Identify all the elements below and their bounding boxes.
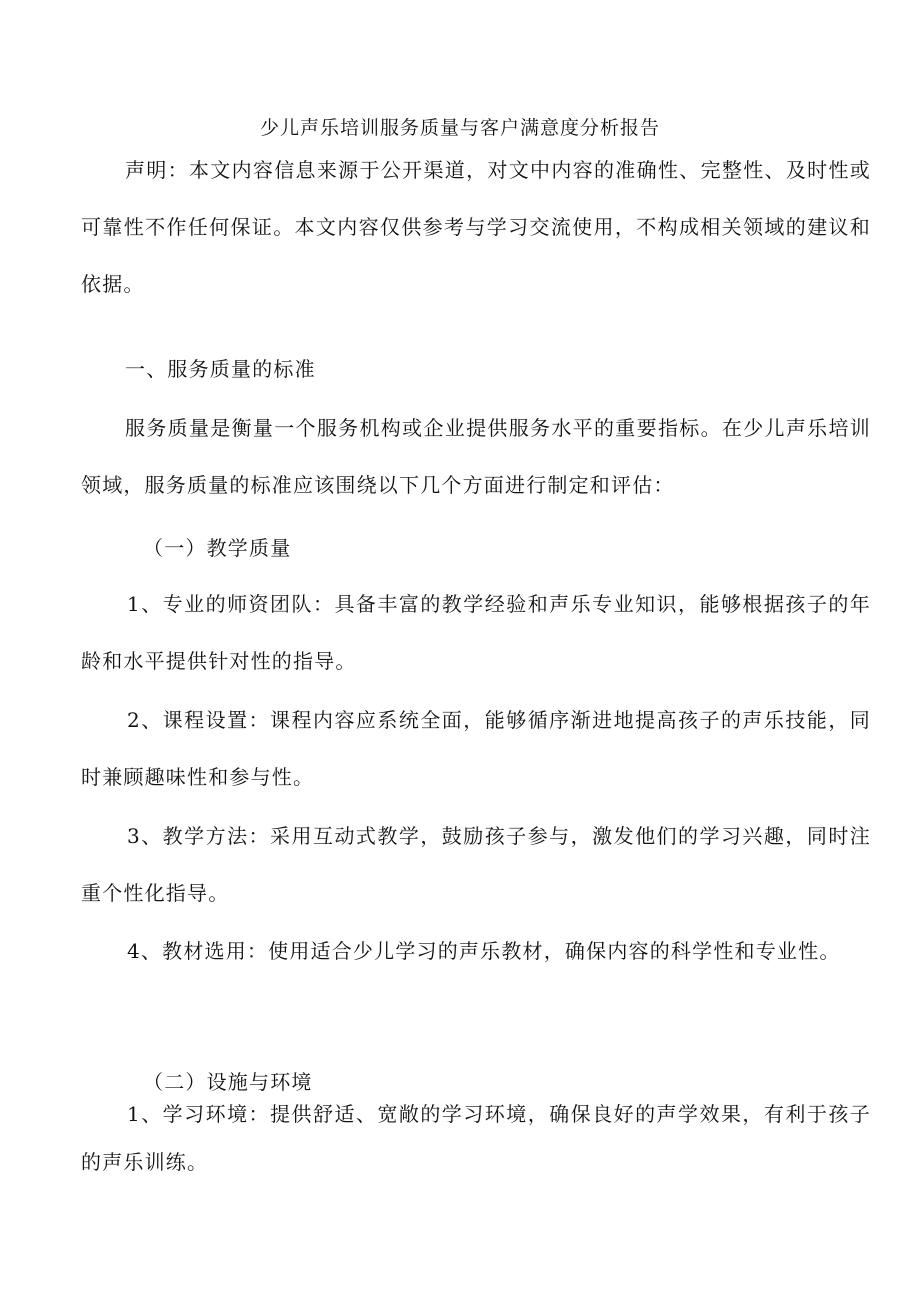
list-item: 1、专业的师资团队：具备丰富的教学经验和声乐专业知识，能够根据孩子的年龄和水平提供针对性的指导。 [81, 592, 871, 673]
list-item: 3、教学方法：采用互动式教学，鼓励孩子参与，激发他们的学习兴趣，同时注重个性化指导。 [81, 824, 871, 905]
section-intro-paragraph: 服务质量是衡量一个服务机构或企业提供服务水平的重要指标。在少儿声乐培训领域，服务质量的标准应该围绕以下几个方面进行制定和评估： [81, 416, 871, 497]
subsection-heading-facilities: （二）设施与环境 [143, 1070, 313, 1094]
list-item: 4、教材选用：使用适合少儿学习的声乐教材，确保内容的科学性和专业性。 [127, 939, 841, 963]
section-heading: 一、服务质量的标准 [125, 357, 316, 381]
disclaimer-paragraph: 声明：本文内容信息来源于公开渠道，对文中内容的准确性、完整性、及时性或可靠性不作任何保证。本文内容仅供参考与学习交流使用，不构成相关领域的建议和依据。 [81, 158, 871, 296]
document-title: 少儿声乐培训服务质量与客户满意度分析报告 [259, 117, 660, 139]
list-item: 1、学习环境：提供舒适、宽敞的学习环境，确保良好的声学效果，有利于孩子的声乐训练。 [81, 1102, 871, 1174]
list-item: 2、课程设置：课程内容应系统全面，能够循序渐进地提高孩子的声乐技能，同时兼顾趣味性和参与性。 [81, 708, 871, 789]
subsection-heading-teaching: （一）教学质量 [143, 536, 292, 560]
